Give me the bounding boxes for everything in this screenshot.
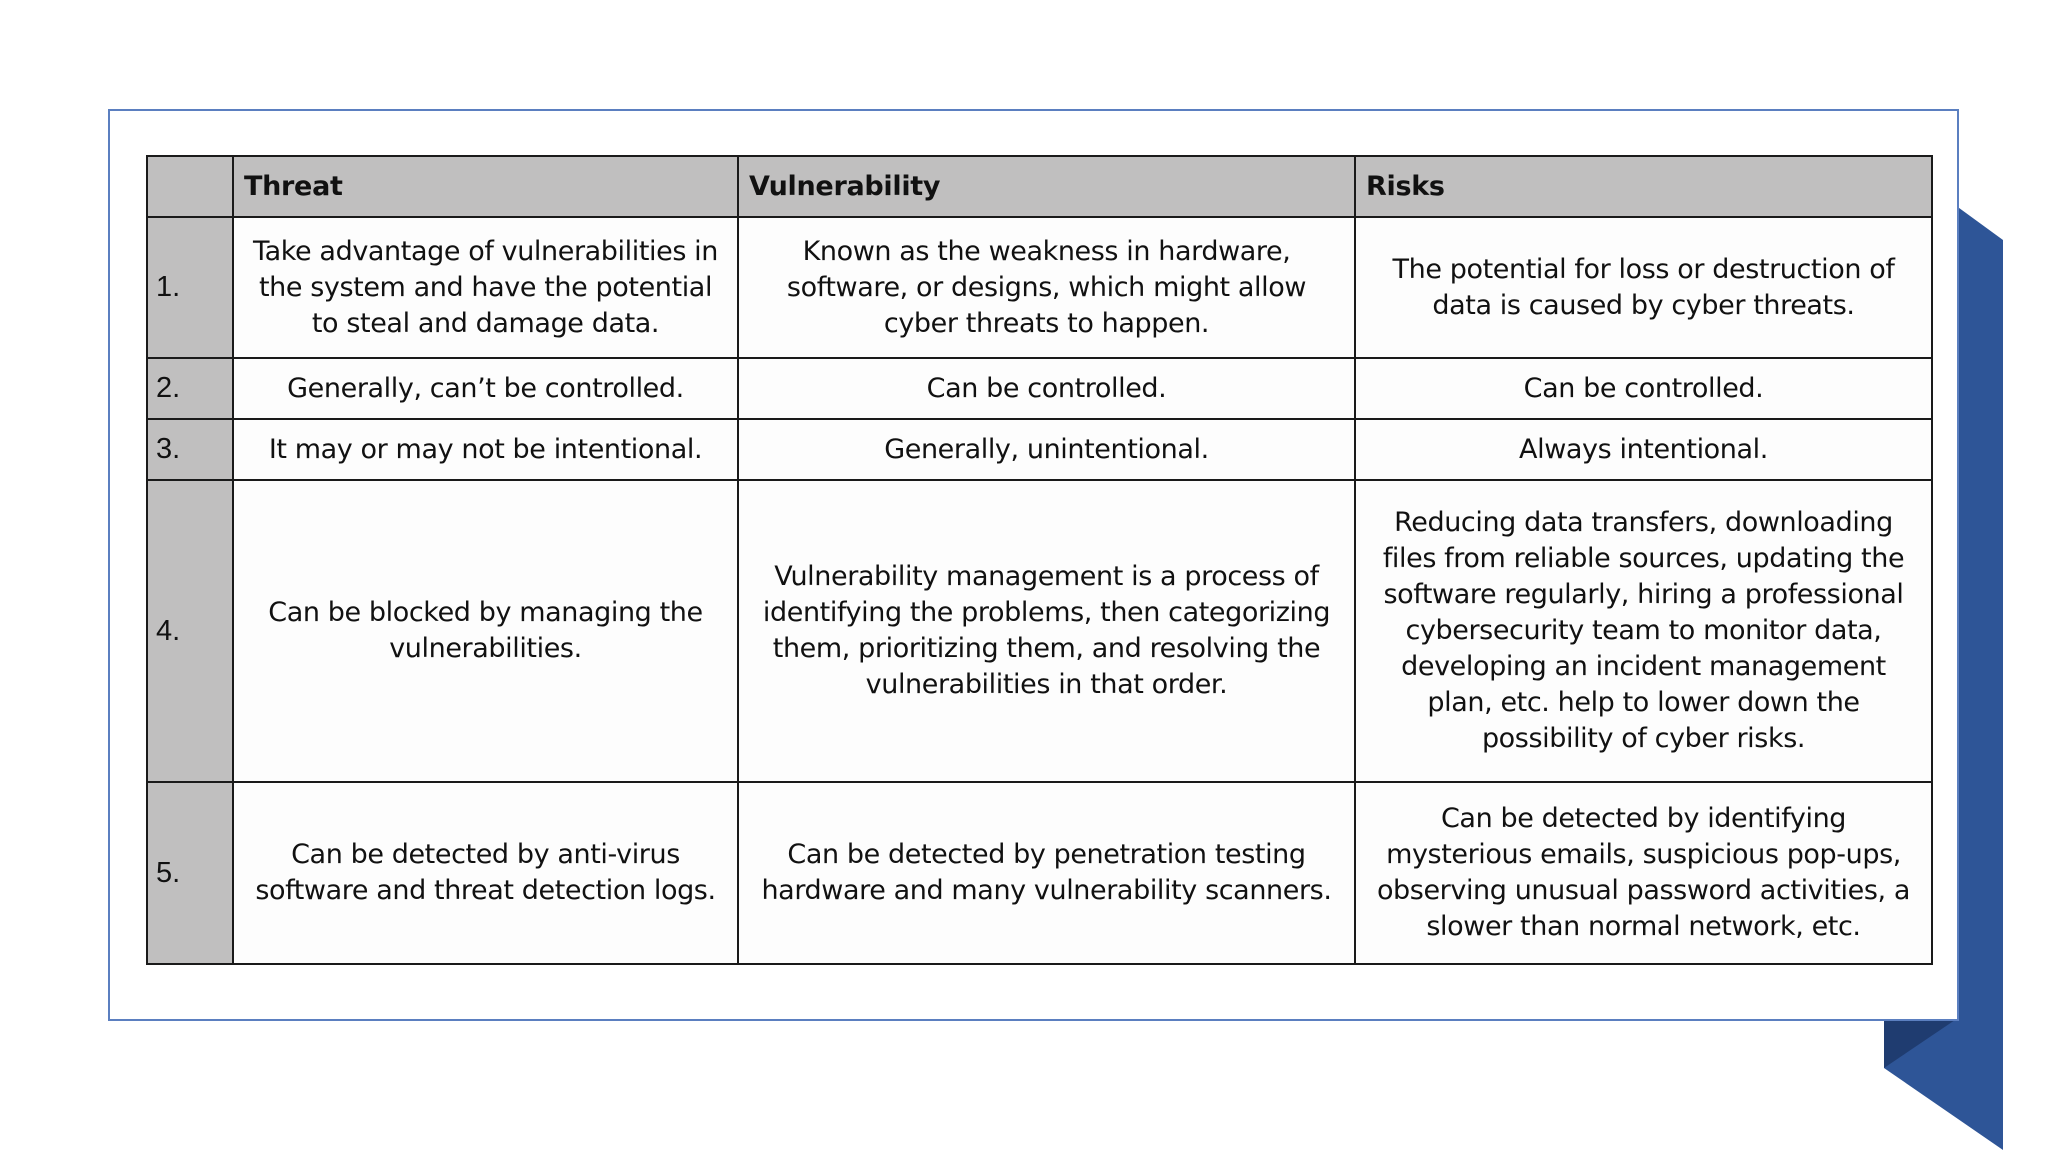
vulnerability-cell: Can be detected by penetration testing hardware and many vulnerability scanners.	[738, 782, 1355, 964]
threat-cell: Can be detected by anti-virus software and threat detection logs.	[233, 782, 738, 964]
threat-cell: Take advantage of vulnerabilities in the system and have the potential to steal and damage data.	[233, 217, 738, 358]
header-vulnerability: Vulnerability	[738, 156, 1355, 217]
vulnerability-cell: Can be controlled.	[738, 358, 1355, 419]
risks-cell: Can be detected by identifying mysterious emails, suspicious pop-ups, observing unusual password activities, a slower than normal network, etc.	[1355, 782, 1932, 964]
header-row	[147, 156, 1932, 217]
table-row	[147, 782, 1932, 964]
row-number: 4.	[147, 480, 233, 782]
table-row	[147, 358, 1932, 419]
threat-cell: It may or may not be intentional.	[233, 419, 738, 480]
row-number: 1.	[147, 217, 233, 358]
threat-cell: Can be blocked by managing the vulnerabilities.	[233, 480, 738, 782]
threat-cell: Generally, can’t be controlled.	[233, 358, 738, 419]
table-row	[147, 419, 1932, 480]
vulnerability-cell: Vulnerability management is a process of identifying the problems, then categorizing them, prioritizing them, and resolving the vulnerabilities in that order.	[738, 480, 1355, 782]
risks-cell: Always intentional.	[1355, 419, 1932, 480]
comparison-table	[146, 155, 1933, 965]
table-row	[147, 480, 1932, 782]
header-threat: Threat	[233, 156, 738, 217]
risks-cell: Can be controlled.	[1355, 358, 1932, 419]
vulnerability-cell: Known as the weakness in hardware, software, or designs, which might allow cyber threats to happen.	[738, 217, 1355, 358]
vulnerability-cell: Generally, unintentional.	[738, 419, 1355, 480]
risks-cell: Reducing data transfers, downloading files from reliable sources, updating the software regularly, hiring a professional cybersecurity team to monitor data, developing an incident management plan, etc. help to lower down the possibility of cyber risks.	[1355, 480, 1932, 782]
header-number	[147, 156, 233, 217]
risks-cell: The potential for loss or destruction of data is caused by cyber threats.	[1355, 217, 1932, 358]
header-risks: Risks	[1355, 156, 1932, 217]
row-number: 3.	[147, 419, 233, 480]
row-number: 2.	[147, 358, 233, 419]
row-number: 5.	[147, 782, 233, 964]
table-row	[147, 217, 1932, 358]
